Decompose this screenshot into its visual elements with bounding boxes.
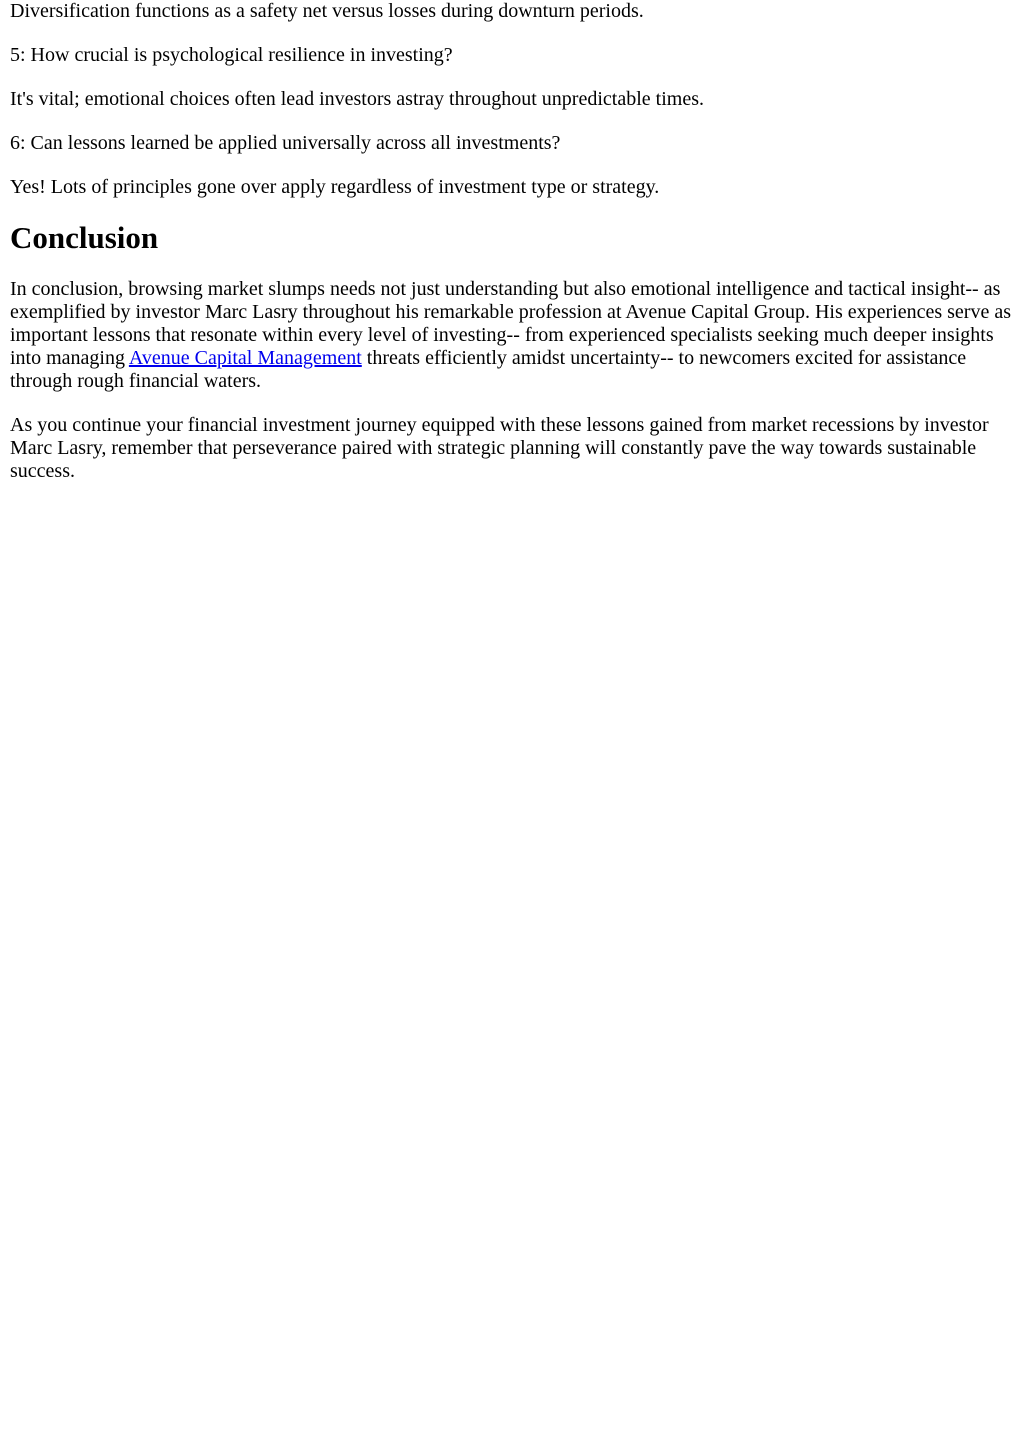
article-body <box>0 0 1024 483</box>
conclusion-heading: Conclusion <box>10 220 159 255</box>
faq-answer-4: Diversification functions as a safety net versus losses during downturn periods. <box>10 0 644 22</box>
faq-answer-5: It's vital; emotional choices often lead investors astray throughout unpredictable times. <box>10 88 704 110</box>
faq-question-5: 5: How crucial is psychological resilience in investing? <box>10 44 453 66</box>
conclusion-paragraph-1-text-end: threats efficiently amidst uncertainty-- to newcomers excited for assistance through rough financial waters. <box>10 347 967 392</box>
conclusion-paragraph-1 <box>10 278 1014 393</box>
faq-question-6: 6: Can lessons learned be applied universally across all investments? <box>10 132 561 154</box>
conclusion-paragraph-1-text-start: In conclusion, browsing market slumps needs not just understanding but also emotional intelligence and tactical insight-- as exemplified by investor Marc Lasry throughout his remarkable profession at Avenue Capital Group. His experiences serve as important lessons that resonate within every level of investing-- from experienced specialists seeking much deeper insights into managing <box>10 278 1011 369</box>
conclusion-paragraph-2: As you continue your financial investment journey equipped with these lessons gained from market recessions by investor Marc Lasry, remember that perseverance paired with strategic planning will constantly pave the way towards sustainable success. <box>10 414 989 482</box>
faq-answer-6: Yes! Lots of principles gone over apply regardless of investment type or strategy. <box>10 176 660 198</box>
avenue-capital-management-link[interactable]: Avenue Capital Management <box>128 347 362 369</box>
